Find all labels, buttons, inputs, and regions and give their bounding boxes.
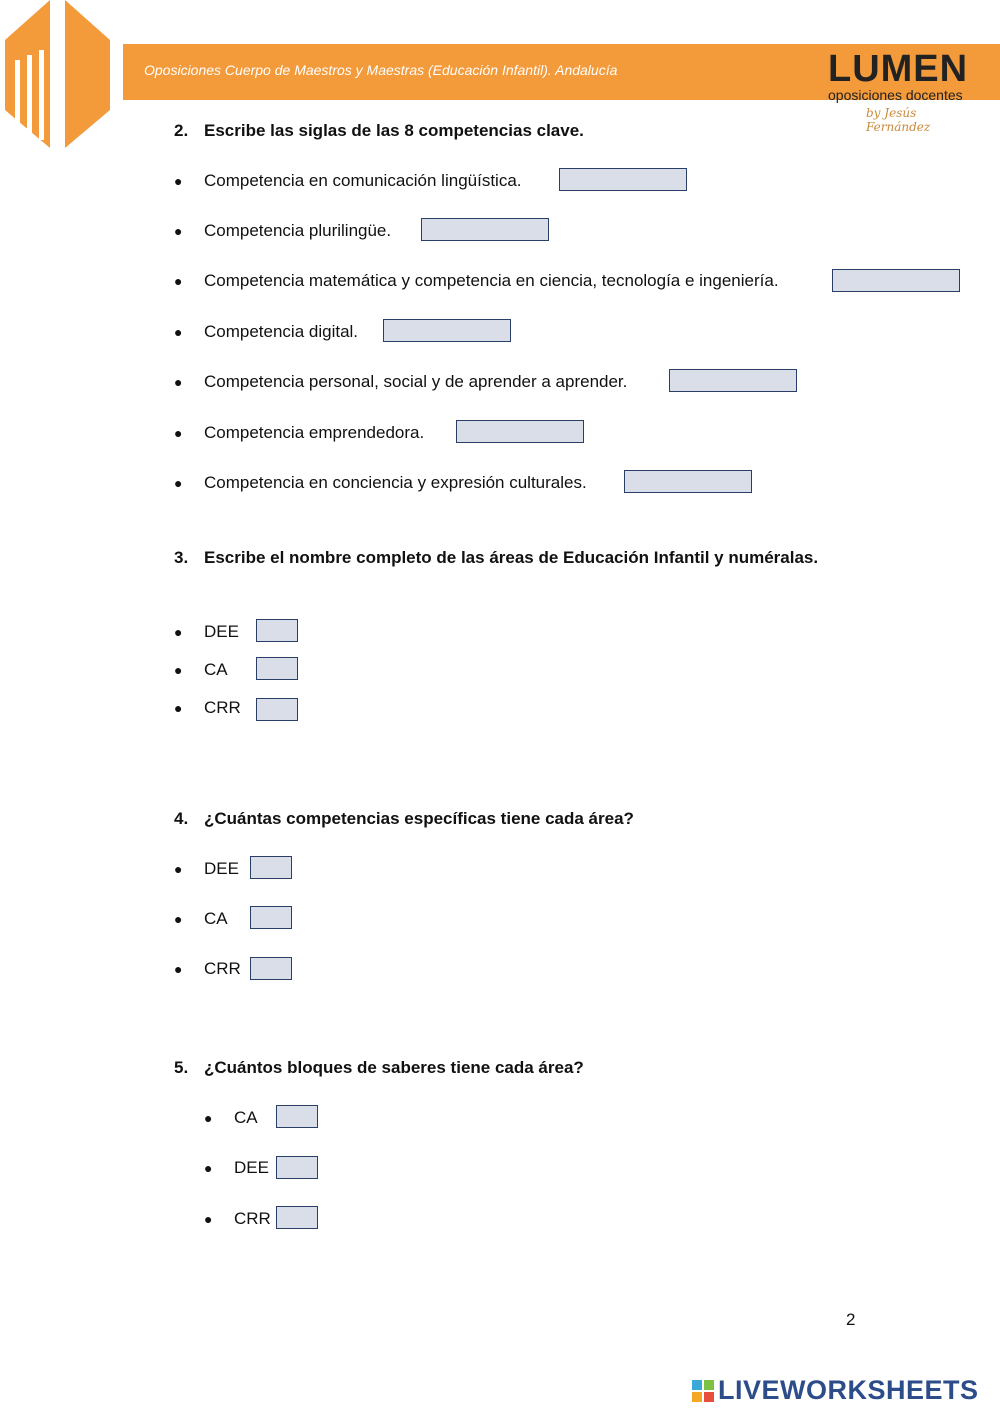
list-item: ● CRR xyxy=(204,1209,271,1228)
answer-box[interactable] xyxy=(383,319,511,342)
list-item: ● CA xyxy=(174,909,228,928)
building-logo-icon xyxy=(5,0,115,148)
list-item: ● CA xyxy=(174,660,228,679)
question-3-title: 3. Escribe el nombre completo de las áreas de Educación Infantil y numéralas. xyxy=(174,548,819,567)
liveworksheets-logo[interactable] xyxy=(692,1375,979,1406)
list-item: ● Competencia en conciencia y expresión culturales. xyxy=(174,473,587,492)
answer-box[interactable] xyxy=(421,218,549,241)
answer-box[interactable] xyxy=(256,619,298,642)
list-item: ● Competencia en comunicación lingüística. xyxy=(174,171,522,190)
brand-sub: oposiciones docentes xyxy=(828,87,963,103)
brand-logo xyxy=(828,50,978,134)
list-item: ● Competencia digital. xyxy=(174,322,359,341)
answer-box[interactable] xyxy=(832,269,960,292)
answer-box[interactable] xyxy=(250,856,292,879)
list-item: ● Competencia matemática y competencia en ciencia, tecnología e ingeniería. xyxy=(174,271,779,290)
answer-box[interactable] xyxy=(624,470,752,493)
list-item: ● DEE xyxy=(204,1158,269,1177)
answer-box[interactable] xyxy=(276,1156,318,1179)
page-number: 2 xyxy=(846,1310,856,1329)
question-5-title: 5. ¿Cuántos bloques de saberes tiene cada área? xyxy=(174,1058,584,1077)
question-2-title: 2. Escribe las siglas de las 8 competencias clave. xyxy=(174,121,584,140)
answer-box[interactable] xyxy=(256,657,298,680)
header-subtitle: Oposiciones Cuerpo de Maestros y Maestras (Educación Infantil). Andalucía xyxy=(144,62,618,78)
list-item: ● Competencia plurilingüe. xyxy=(174,221,392,240)
answer-box[interactable] xyxy=(256,698,298,721)
answer-box[interactable] xyxy=(250,957,292,980)
list-item: ● CA xyxy=(204,1108,258,1127)
answer-box[interactable] xyxy=(456,420,584,443)
answer-box[interactable] xyxy=(276,1206,318,1229)
brand-signature: by Jesús Fernández xyxy=(866,106,931,134)
footer-text: LIVEWORKSHEETS xyxy=(718,1375,979,1405)
list-item: ● DEE xyxy=(174,859,239,878)
answer-box[interactable] xyxy=(669,369,797,392)
brand-name: LUMEN xyxy=(828,48,969,90)
list-item: ● CRR xyxy=(174,698,241,717)
list-item: ● Competencia emprendedora. xyxy=(174,423,425,442)
list-item: ● CRR xyxy=(174,959,241,978)
answer-box[interactable] xyxy=(559,168,687,191)
answer-box[interactable] xyxy=(276,1105,318,1128)
list-item: ● Competencia personal, social y de aprender a aprender. xyxy=(174,372,628,391)
list-item: ● DEE xyxy=(174,622,239,641)
answer-box[interactable] xyxy=(250,906,292,929)
liveworksheets-icon xyxy=(692,1380,714,1402)
question-4-title: 4. ¿Cuántas competencias específicas tiene cada área? xyxy=(174,809,634,828)
